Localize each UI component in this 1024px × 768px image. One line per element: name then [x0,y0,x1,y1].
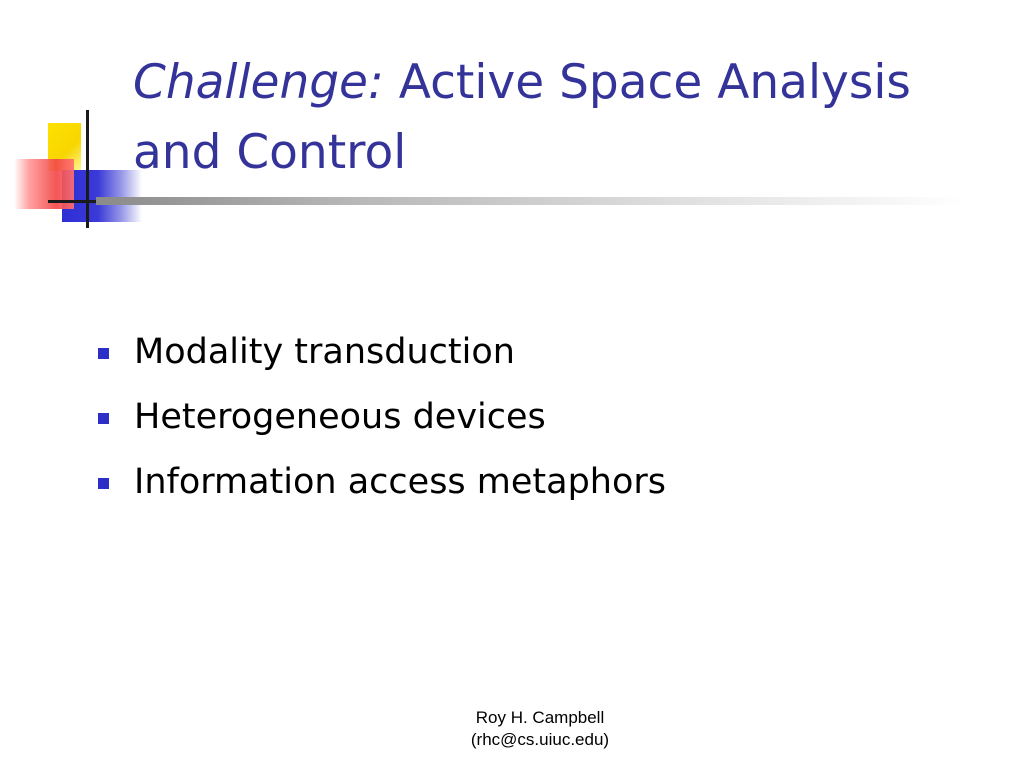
bullet-square-icon [98,413,109,424]
bullet-text: Information access metaphors [134,462,667,502]
vertical-line [86,110,89,228]
decorative-logo-squares [0,100,150,240]
footer-author: Roy H. Campbell [475,708,605,727]
blue-square [62,170,142,222]
list-item [98,387,666,452]
title-rest: Active Space Analysis and Control [133,55,911,180]
bullet-square-icon [98,478,109,489]
title-prefix: Challenge: [133,55,384,110]
slide-footer [420,707,660,751]
list-item [98,452,666,517]
bullet-square-icon [98,348,109,359]
slide-title [133,48,993,188]
footer-email: (rhc@cs.uiuc.edu) [470,730,610,749]
bullet-text: Heterogeneous devices [134,397,546,437]
bullet-list [98,322,666,517]
bullet-text: Modality transduction [134,332,515,372]
title-divider [96,197,966,205]
list-item [98,322,666,387]
